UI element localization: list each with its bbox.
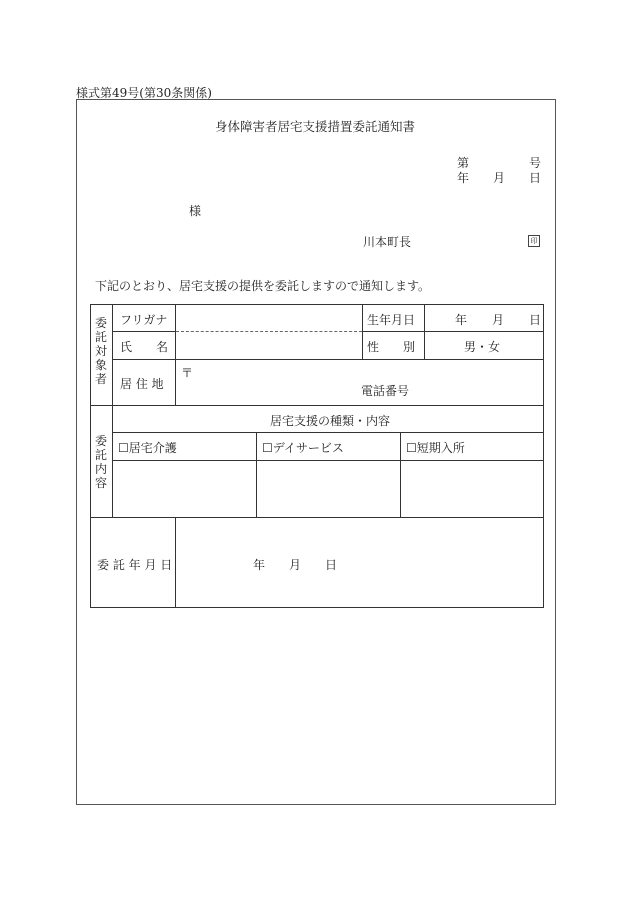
date-year: 年 — [457, 171, 470, 185]
sec2-label-divider — [112, 405, 113, 518]
table-border-top — [90, 304, 544, 305]
commission-date-day: 日 — [325, 558, 338, 572]
date-month: 月 — [493, 171, 506, 185]
notice-text: 下記のとおり、居宅支援の提供を委託しますので通知します。 — [95, 279, 431, 293]
option-divider-2 — [400, 432, 401, 518]
sec1-field-divider — [175, 304, 176, 406]
section-divider-2 — [90, 517, 544, 518]
furigana-divider — [112, 331, 176, 332]
dob-day: 日 — [529, 313, 542, 327]
content-section-label: 委託内容 — [94, 434, 107, 490]
sex-label: 性 別 — [367, 340, 416, 354]
dob-label: 生年月日 — [367, 313, 416, 327]
option-short-stay[interactable]: ☐短期入所 — [406, 441, 465, 455]
content-header-divider — [112, 432, 544, 433]
postal-mark: 〒 — [181, 366, 194, 380]
date-day: 日 — [529, 171, 542, 185]
content-header: 居宅支援の種類・内容 — [270, 414, 391, 428]
option-day-service[interactable]: ☐デイサービス — [262, 441, 344, 455]
dob-month: 月 — [492, 313, 505, 327]
table-border-left — [90, 304, 91, 608]
dob-label-left — [362, 304, 363, 360]
dob-sex-divider — [362, 331, 544, 332]
sex-value: 男・女 — [464, 340, 501, 354]
option-divider-1 — [256, 432, 257, 518]
options-divider — [112, 460, 544, 461]
dob-year: 年 — [455, 313, 468, 327]
commission-date-label: 委 託 年 月 日 — [97, 558, 173, 572]
furigana-label: フリガナ — [120, 313, 168, 327]
phone-label: 電話番号 — [361, 384, 410, 398]
section-divider-1 — [90, 405, 544, 406]
table-border-bottom — [90, 607, 544, 608]
option-home-care[interactable]: ☐居宅介護 — [118, 441, 177, 455]
address-divider — [112, 359, 544, 360]
document-title: 身体障害者居宅支援措置委託通知書 — [214, 119, 415, 134]
sec3-label-divider — [175, 517, 176, 608]
issuer-name: 川本町長 — [363, 235, 412, 249]
number-suffix: 号 — [529, 156, 542, 170]
subject-section-label: 委託対象者 — [94, 316, 107, 386]
address-label: 居 住 地 — [120, 377, 164, 391]
seal-icon: 印 — [528, 235, 540, 247]
commission-date-year: 年 — [253, 558, 266, 572]
furigana-dashed-line — [176, 331, 362, 332]
addressee-suffix: 様 — [189, 204, 202, 218]
commission-date-month: 月 — [289, 558, 302, 572]
form-number: 様式第49号(第30条関係) — [76, 86, 212, 100]
name-label: 氏 名 — [120, 340, 169, 354]
table-border-right — [543, 304, 544, 608]
dob-label-right — [424, 304, 425, 360]
sec1-label-divider — [112, 304, 113, 406]
number-prefix: 第 — [457, 156, 470, 170]
